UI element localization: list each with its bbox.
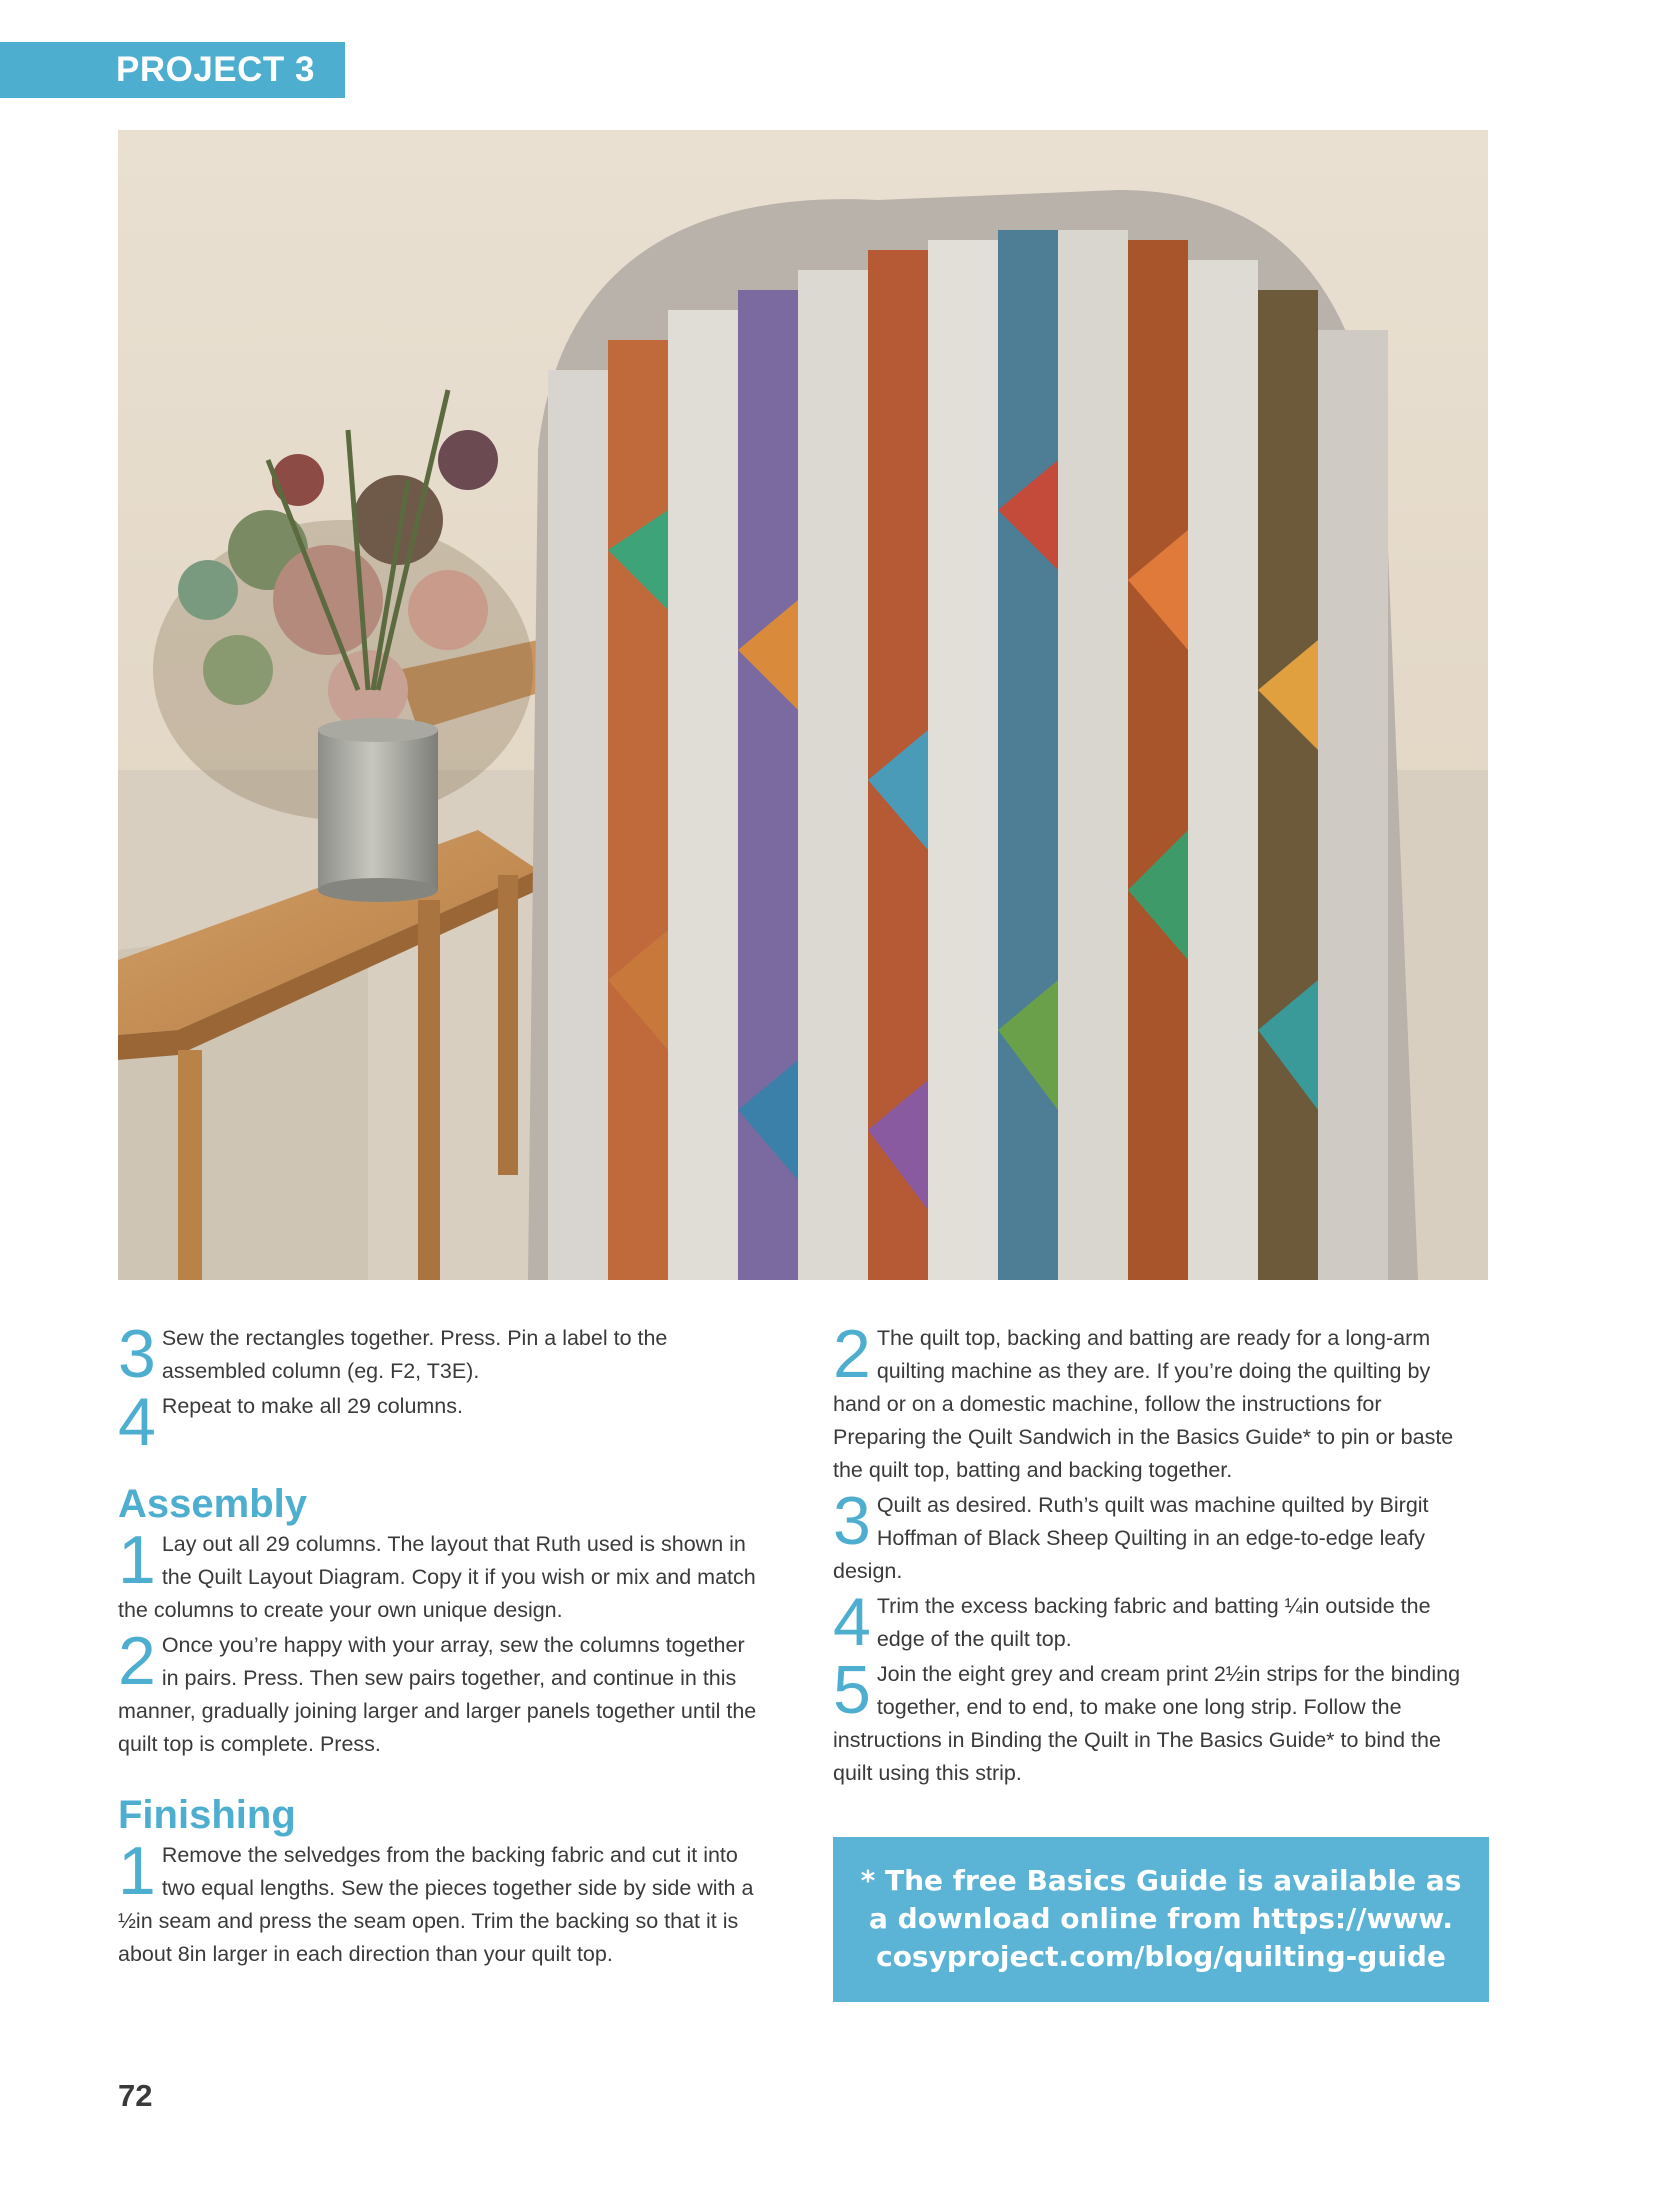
step-text: Once you’re happy with your array, sew the columns together in pairs. Press. Then sew pairs together, and continue in this manner, gradually joining larger and larger panels together until the quilt top is complete. Press. bbox=[118, 1633, 757, 1756]
step-number: 3 bbox=[118, 1316, 156, 1392]
instruction-step bbox=[118, 1833, 758, 1971]
note-line: a download online from https://www. bbox=[869, 1902, 1453, 1935]
instruction-step bbox=[118, 1384, 758, 1460]
step-number: 1 bbox=[118, 1833, 156, 1909]
instruction-step bbox=[118, 1623, 758, 1761]
step-text: The quilt top, backing and batting are ready for a long-arm quilting machine as they are. If you’re doing the quilting by hand or on a domestic machine, follow the instructions for Preparing the Quilt Sandwich in the Basics Guide* to pin or baste the quilt top, batting and backing together. bbox=[833, 1326, 1454, 1482]
step-number: 3 bbox=[833, 1483, 871, 1559]
instruction-step bbox=[118, 1316, 758, 1392]
project-tab bbox=[0, 42, 345, 98]
instruction-step bbox=[833, 1316, 1473, 1487]
step-number: 4 bbox=[833, 1584, 871, 1660]
step-number: 2 bbox=[118, 1623, 156, 1699]
note-line: * The free Basics Guide is available as bbox=[860, 1864, 1462, 1897]
step-text: Repeat to make all 29 columns. bbox=[161, 1394, 463, 1418]
instruction-step bbox=[118, 1522, 758, 1627]
patchwork-quilt bbox=[528, 190, 1418, 1280]
note-line: cosyproject.com/blog/quilting-guide bbox=[876, 1940, 1446, 1973]
left-text-column bbox=[118, 1316, 758, 1973]
quilt-photo bbox=[118, 130, 1488, 1280]
step-number: 2 bbox=[833, 1316, 871, 1392]
instruction-step bbox=[833, 1483, 1473, 1588]
step-text: Trim the excess backing fabric and batting ¼in outside the edge of the quilt top. bbox=[876, 1594, 1431, 1651]
step-text: Lay out all 29 columns. The layout that Ruth used is shown in the Quilt Layout Diagram. Copy it if you wish or mix and match the columns to create your own unique design. bbox=[118, 1532, 756, 1622]
step-number: 4 bbox=[118, 1384, 156, 1460]
finishing-heading: Finishing bbox=[118, 1793, 296, 1837]
step-text: Join the eight grey and cream print 2½in strips for the binding together, end to end, to make one long strip. Follow the instructions in Binding the Quilt in The Basics Guide* to bind the quilt using this strip. bbox=[833, 1662, 1461, 1785]
step-text: Quilt as desired. Ruth’s quilt was machine quilted by Birgit Hoffman of Black Sheep Quilting in an edge-to-edge leafy design. bbox=[833, 1493, 1429, 1583]
right-text-column bbox=[833, 1316, 1473, 1792]
instruction-step bbox=[833, 1584, 1473, 1660]
basics-guide-note bbox=[833, 1837, 1489, 2002]
step-text: Sew the rectangles together. Press. Pin a label to the assembled column (eg. F2, T3E). bbox=[161, 1326, 668, 1383]
assembly-heading: Assembly bbox=[118, 1482, 307, 1526]
step-text: Remove the selvedges from the backing fabric and cut it into two equal lengths. Sew the pieces together side by side with a ½in seam and press the seam open. Trim the backing so that it is about 8in larger in each direction than your quilt top. bbox=[118, 1843, 754, 1966]
step-number: 1 bbox=[118, 1522, 156, 1598]
project-label: PROJECT 3 bbox=[116, 50, 315, 89]
step-number: 5 bbox=[833, 1652, 871, 1728]
page-number: 72 bbox=[118, 2078, 153, 2113]
instruction-step bbox=[833, 1652, 1473, 1790]
